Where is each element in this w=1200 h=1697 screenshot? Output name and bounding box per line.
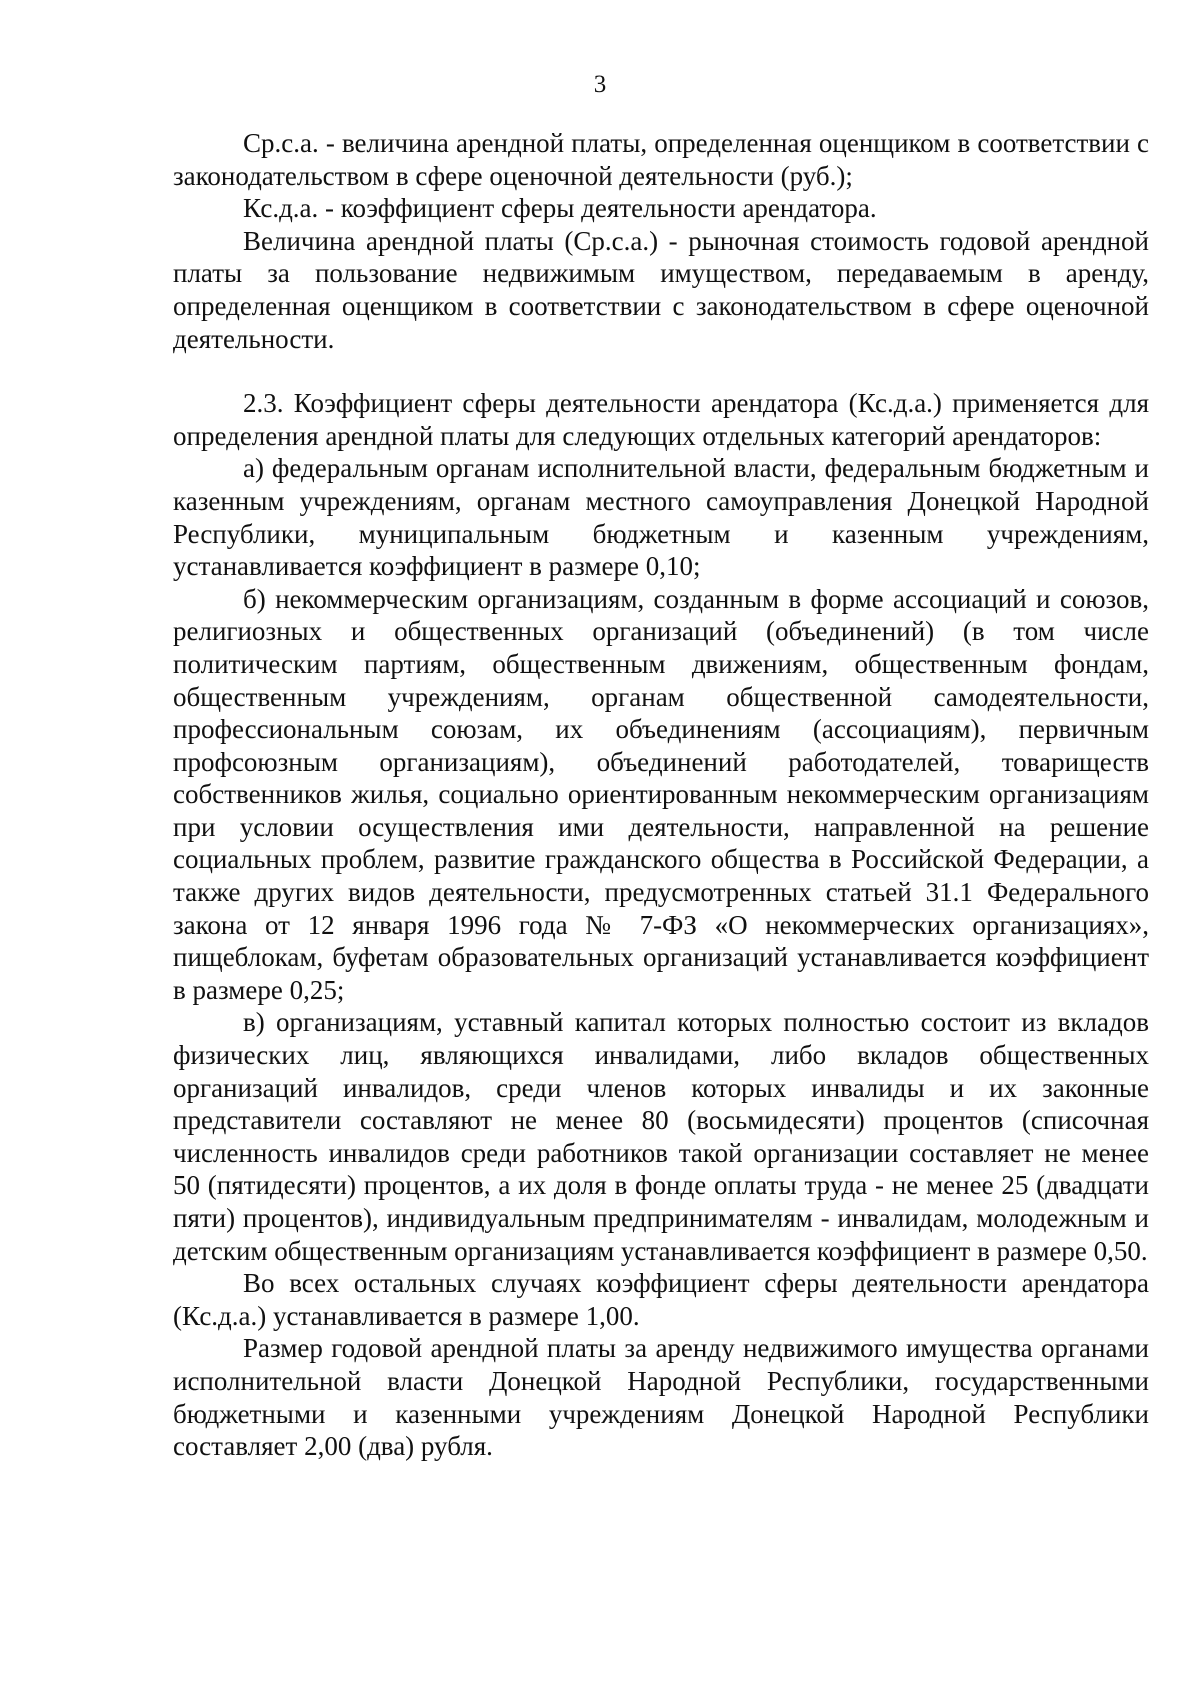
paragraph-other-cases: Во всех остальных случаях коэффициент сферы деятельности арендатора (Кс.д.а.) устанавливается в размере 1,00. [173,1268,1149,1331]
paragraph-item-v: в) организациям, уставный капитал которых полностью состоит из вкладов физических лиц, являющихся инвалидами, либо вкладов общественных организаций инвалидов, среди членов которых инвалиды и их законные представители составляют не менее 80 (восьмидесяти) процентов (списочная численность инвалидов среди работников такой организации составляет не менее 50 (пятидесяти) процентов, а их доля в фонде оплаты труда - не менее 25 (двадцати пяти) процентов), индивидуальным предпринимателям - инвалидам, молодежным и детским общественным организациям устанавливается коэффициент в размере 0,50. [173,1007,1149,1266]
page-number: 3 [593,71,607,98]
paragraph-rent-value: Величина арендной платы (Ср.с.а.) - рыночная стоимость годовой арендной платы за пользование недвижимым имуществом, передаваемым в аренду, определенная оценщиком в соответствии с законодательством в сфере оценочной деятельности. [173,225,1149,354]
paragraph-csa-definition: Ср.с.а. - величина арендной платы, определенная оценщиком в соответствии с законодательством в сфере оценочной деятельности (руб.); [173,128,1149,191]
paragraph-item-b: б) некоммерческим организациям, созданным в форме ассоциаций и союзов, религиозных и общественных организаций (объединений) (в том числе политическим партиям, общественным движениям, общественным фондам, общественным учреждениям, органам общественной самодеятельности, профессиональным союзам, их объединениям (ассоциациям), первичным профсоюзным организациям), объединений работодателей, товариществ собственников жилья, социально ориентированным некоммерческим организациям при условии осуществления ими деятельности, направленной на решение социальных проблем, развитие гражданского общества в Российской Федерации, а также других видов деятельности, предусмотренных статьей 31.1 Федерального закона от 12 января 1996 года № 7-ФЗ «О некоммерческих организациях», пищеблокам, буфетам образовательных организаций устанавливается коэффициент в размере 0,25; [173,583,1149,1005]
paragraph-item-a: а) федеральным органам исполнительной власти, федеральным бюджетным и казенным учреждениям, органам местного самоуправления Донецкой Народной Республики, муниципальным бюджетным и казенным учреждениям, устанавливается коэффициент в размере 0,10; [173,453,1149,582]
paragraph-annual-rent: Размер годовой арендной платы за аренду недвижимого имущества органами исполнительной власти Донецкой Народной Республики, государственными бюджетными и казенными учреждениям Донецкой Народной Республики составляет 2,00 (два) рубля. [173,1333,1149,1462]
paragraph-section-2-3: 2.3. Коэффициент сферы деятельности арендатора (Кс.д.а.) применяется для определения арендной платы для следующих отдельных категорий арендаторов: [173,388,1149,451]
document-body [173,127,1149,1463]
paragraph-ksda-definition: Кс.д.а. - коэффициент сферы деятельности арендатора. [243,193,877,224]
